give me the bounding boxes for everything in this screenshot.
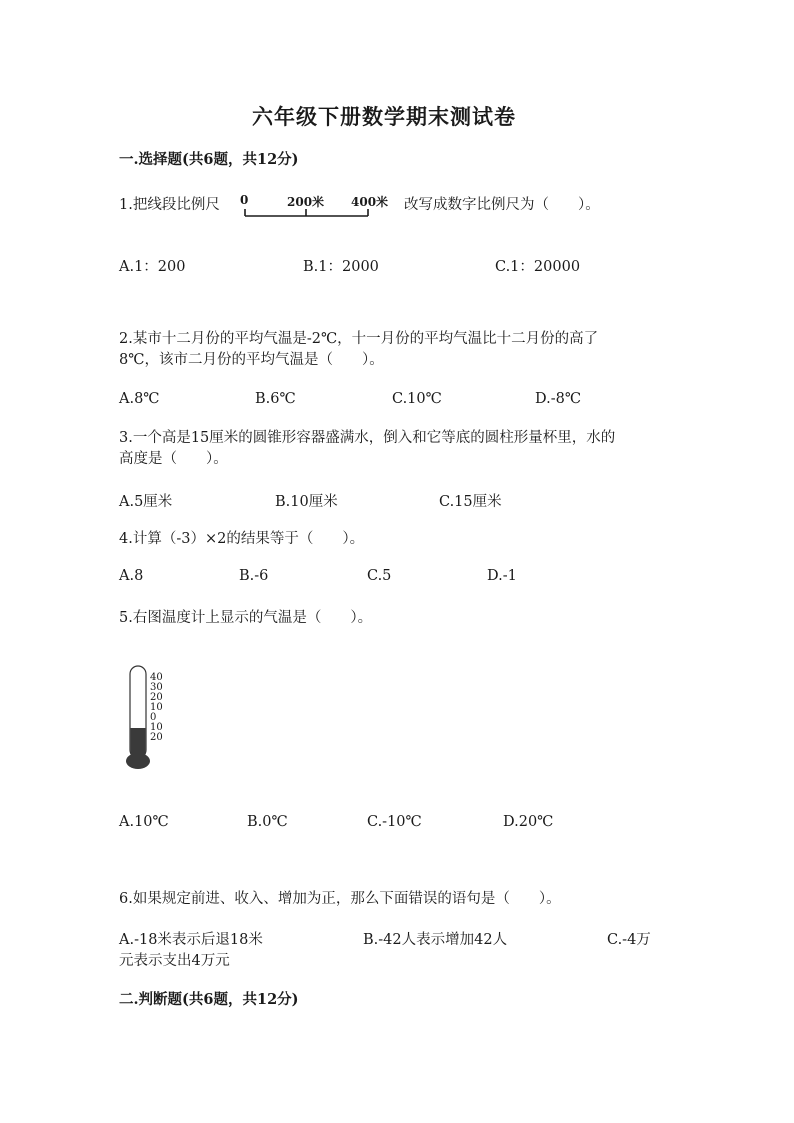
thermo-label-20: 20 (150, 692, 163, 703)
scale-label-200: 200米 (287, 195, 325, 209)
scale-label-0: 0 (240, 193, 249, 207)
q4-option-d[interactable]: D.-1 (487, 568, 517, 584)
q4-option-a[interactable]: A.8 (119, 568, 144, 584)
q6-option-a[interactable]: A.-18米表示后退18米 (119, 932, 263, 948)
thermometer-figure (124, 664, 184, 774)
q5-option-a[interactable]: A.10℃ (119, 814, 169, 830)
page-title: 六年级下册数学期末测试卷 (252, 104, 516, 129)
q6-option-c[interactable]: C.-4万 (607, 932, 651, 948)
q3-option-b[interactable]: B.10厘米 (275, 494, 338, 510)
question-5-text: 5.右图温度计上显示的气温是（ ）。 (119, 610, 373, 626)
thermo-label-neg10: 10 (150, 722, 163, 733)
question-2-line2: 8℃，该市二月份的平均气温是（ ）。 (119, 352, 384, 368)
question-3-line1: 3.一个高是15厘米的圆锥形容器盛满水，倒入和它等底的圆柱形量杯里，水的 (119, 430, 616, 446)
question-4-text: 4.计算（-3）×2的结果等于（ ）。 (119, 531, 365, 547)
q6-option-b[interactable]: B.-42人表示增加42人 (363, 932, 508, 948)
q4-option-b[interactable]: B.-6 (239, 568, 269, 584)
section-heading-choice: 一.选择题(共6题，共12分) (119, 151, 299, 168)
q2-option-b[interactable]: B.6℃ (255, 391, 296, 407)
q1-option-a[interactable]: A.1：200 (119, 259, 186, 275)
q3-option-a[interactable]: A.5厘米 (119, 494, 173, 510)
q4-option-c[interactable]: C.5 (367, 568, 392, 584)
question-6-text: 6.如果规定前进、收入、增加为正，那么下面错误的语句是（ ）。 (119, 891, 561, 907)
q2-option-d[interactable]: D.-8℃ (535, 391, 582, 407)
thermo-label-40: 40 (150, 672, 163, 683)
scale-bar (240, 207, 390, 219)
q3-option-c[interactable]: C.15厘米 (439, 494, 502, 510)
question-3-line2: 高度是（ ）。 (119, 451, 228, 467)
thermo-label-30: 30 (150, 682, 163, 693)
scale-label-400: 400米 (351, 195, 389, 209)
q1-option-c[interactable]: C.1：20000 (495, 259, 581, 275)
thermo-label-10: 10 (150, 702, 163, 713)
question-1-prefix: 1.把线段比例尺 (119, 197, 220, 213)
section-heading-judgement: 二.判断题(共6题，共12分) (119, 991, 299, 1008)
thermometer-scale (150, 673, 163, 743)
thermo-label-0: 0 (150, 712, 157, 723)
line-scale-figure (240, 193, 392, 219)
q5-option-b[interactable]: B.0℃ (247, 814, 288, 830)
q2-option-a[interactable]: A.8℃ (119, 391, 160, 407)
q2-option-c[interactable]: C.10℃ (392, 391, 442, 407)
question-2-line1: 2.某市十二月份的平均气温是-2℃，十一月份的平均气温比十二月份的高了 (119, 331, 599, 347)
q5-option-d[interactable]: D.20℃ (503, 814, 554, 830)
q6-option-c-continued: 元表示支出4万元 (119, 953, 230, 969)
q1-option-b[interactable]: B.1：2000 (303, 259, 379, 275)
q5-option-c[interactable]: C.-10℃ (367, 814, 422, 830)
question-1-suffix: 改写成数字比例尺为（ ）。 (404, 197, 600, 213)
thermo-label-neg20: 20 (150, 732, 163, 743)
